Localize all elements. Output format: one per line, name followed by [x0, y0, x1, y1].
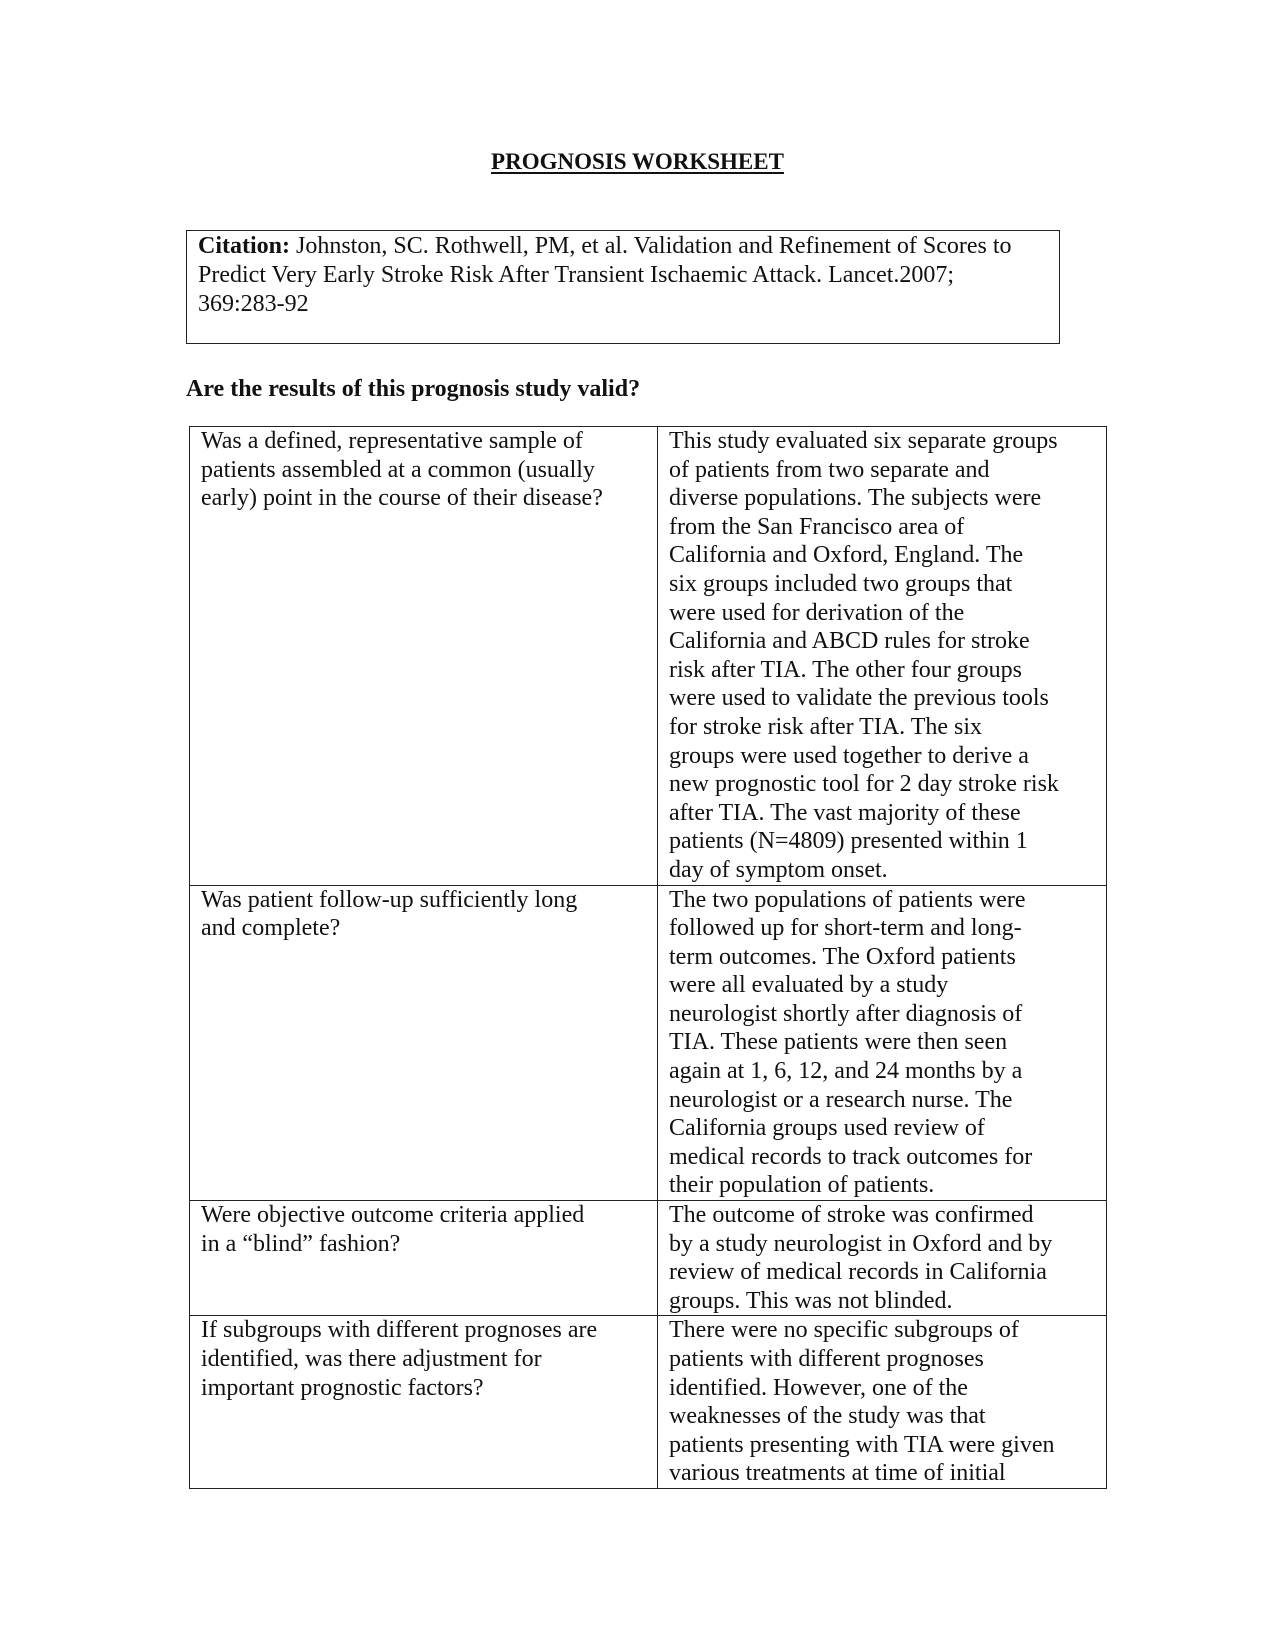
- answer-line: review of medical records in California: [669, 1259, 1047, 1286]
- answer-line: again at 1, 6, 12, and 24 months by a: [669, 1058, 1023, 1085]
- answer-line: patients presenting with TIA were given: [669, 1431, 1055, 1458]
- citation-line-1: [198, 232, 1049, 261]
- answer-line: This study evaluated six separate groups: [669, 428, 1058, 454]
- answer-cell: [658, 1201, 1107, 1316]
- citation-line-3: 369:283-92: [198, 291, 309, 317]
- worksheet-table: [189, 426, 1107, 1489]
- citation-label: Citation:: [198, 233, 290, 259]
- answer-line: term outcomes. The Oxford patients: [669, 943, 1016, 970]
- table-row: [190, 885, 1107, 1201]
- answer-line: were used for derivation of the: [669, 599, 965, 626]
- answer-line: identified. However, one of the: [669, 1374, 968, 1401]
- answer-line: TIA. These patients were then seen: [669, 1029, 1008, 1056]
- answer-line: The outcome of stroke was confirmed: [669, 1202, 1034, 1229]
- question-cell: [190, 1316, 658, 1489]
- question-line: patients assembled at a common (usually: [201, 456, 595, 483]
- citation-line-2: Predict Very Early Stroke Risk After Transient Ischaemic Attack. Lancet.2007;: [198, 262, 955, 288]
- question-line: important prognostic factors?: [201, 1374, 484, 1401]
- answer-line: California and ABCD rules for stroke: [669, 628, 1030, 655]
- answer-cell: [658, 427, 1107, 886]
- answer-line: patients with different prognoses: [669, 1346, 984, 1372]
- answer-line: followed up for short-term and long-: [669, 915, 1022, 942]
- answer-line: were all evaluated by a study: [669, 972, 949, 999]
- answer-line: groups were used together to derive a: [669, 742, 1029, 769]
- table-row: [190, 1316, 1107, 1489]
- answer-line: neurologist or a research nurse. The: [669, 1086, 1013, 1113]
- question-line: early) point in the course of their disease?: [201, 485, 603, 512]
- answer-line: groups. This was not blinded.: [669, 1287, 953, 1314]
- table-row: [190, 427, 1107, 886]
- question-line: If subgroups with different prognoses are: [201, 1317, 598, 1344]
- page-title: [0, 148, 1275, 176]
- question-line: Was a defined, representative sample of: [201, 428, 583, 454]
- answer-line: diverse populations. The subjects were: [669, 485, 1042, 512]
- question-line: Was patient follow-up sufficiently long: [201, 886, 578, 913]
- answer-line: after TIA. The vast majority of these: [669, 799, 1021, 826]
- question-line: and complete?: [201, 915, 341, 942]
- answer-line: of patients from two separate and: [669, 456, 990, 483]
- answer-line: weaknesses of the study was that: [669, 1403, 986, 1430]
- answer-line: various treatments at time of initial: [669, 1460, 1006, 1487]
- answer-line: medical records to track outcomes for: [669, 1143, 1033, 1170]
- answer-line: their population of patients.: [669, 1172, 935, 1199]
- question-line: identified, was there adjustment for: [201, 1346, 542, 1372]
- answer-cell: [658, 1316, 1107, 1489]
- question-line: in a “blind” fashion?: [201, 1230, 401, 1257]
- citation-box: [186, 230, 1060, 344]
- section-heading: Are the results of this prognosis study valid?: [186, 376, 641, 402]
- question-cell: [190, 885, 658, 1201]
- answer-line: neurologist shortly after diagnosis of: [669, 1000, 1023, 1027]
- answer-line: California groups used review of: [669, 1115, 985, 1142]
- answer-line: were used to validate the previous tools: [669, 685, 1049, 712]
- answer-line: from the San Francisco area of: [669, 513, 965, 540]
- answer-line: day of symptom onset.: [669, 856, 888, 883]
- answer-line: California and Oxford, England. The: [669, 542, 1024, 569]
- answer-line: by a study neurologist in Oxford and by: [669, 1230, 1053, 1257]
- question-cell: [190, 1201, 658, 1316]
- question-line: Were objective outcome criteria applied: [201, 1202, 585, 1229]
- answer-line: new prognostic tool for 2 day stroke risk: [669, 771, 1059, 798]
- page-title-text: PROGNOSIS WORKSHEET: [491, 149, 784, 174]
- question-cell: [190, 427, 658, 886]
- answer-line: There were no specific subgroups of: [669, 1317, 1019, 1344]
- answer-line: risk after TIA. The other four groups: [669, 656, 1023, 683]
- table-row: [190, 1201, 1107, 1316]
- answer-line: six groups included two groups that: [669, 570, 1013, 597]
- citation-text-1: Johnston, SC. Rothwell, PM, et al. Validation and Refinement of Scores to: [290, 233, 1012, 259]
- answer-line: The two populations of patients were: [669, 886, 1026, 913]
- answer-line: patients (N=4809) presented within 1: [669, 828, 1028, 855]
- answer-line: for stroke risk after TIA. The six: [669, 713, 983, 740]
- answer-cell: [658, 885, 1107, 1201]
